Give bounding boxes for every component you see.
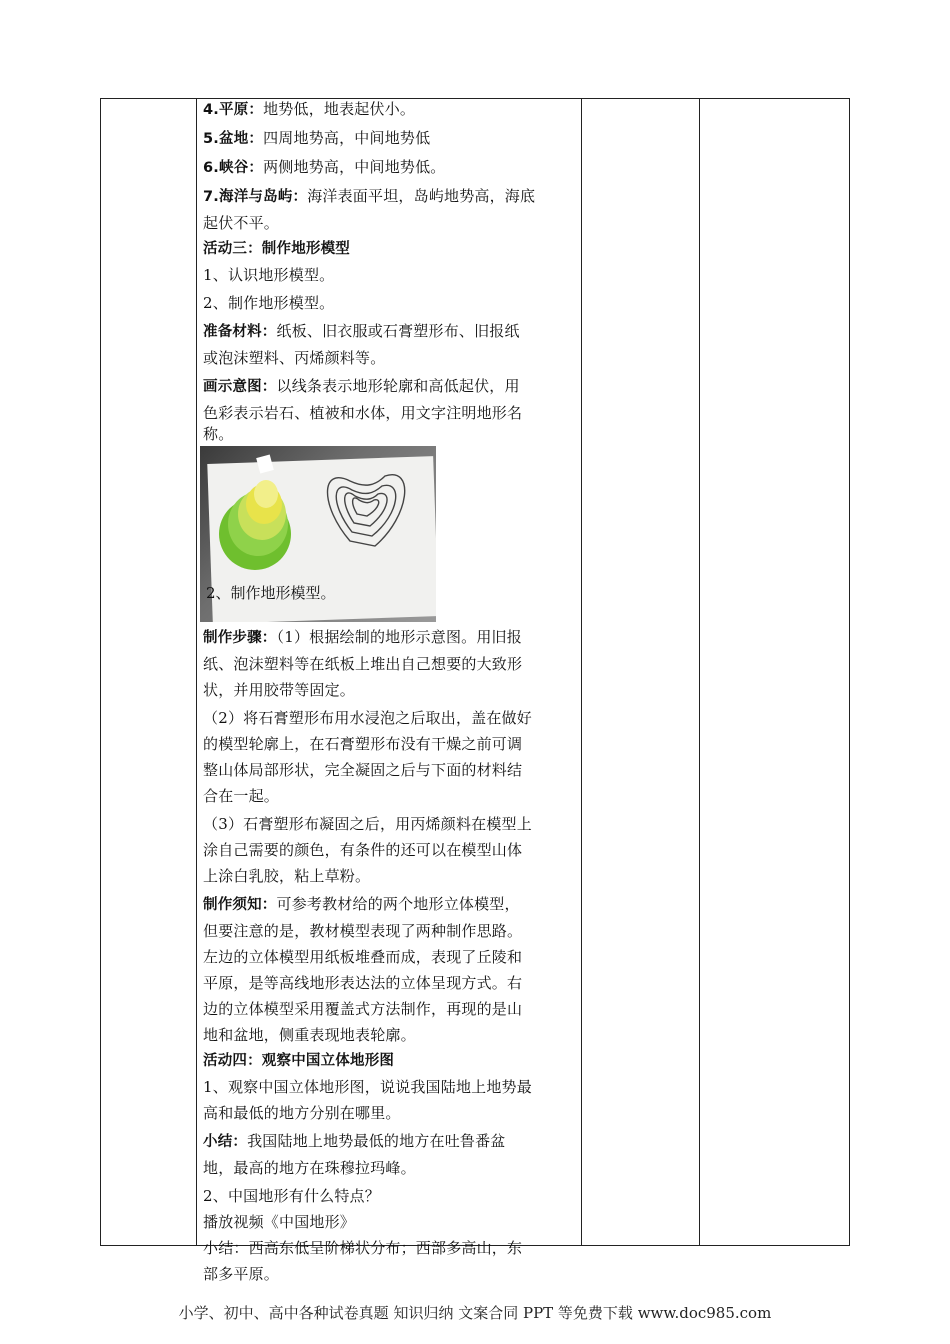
- text-line: 准备材料：纸板、旧衣服或石膏塑形布、旧报纸: [203, 322, 520, 340]
- text-line: 色彩表示岩石、植被和水体，用文字注明地形名: [203, 404, 523, 422]
- text-line: 播放视频《中国地形》: [203, 1213, 356, 1231]
- text-line: 纸、泡沫塑料等在纸板上堆出自己想要的大致形: [203, 655, 523, 673]
- text-line: 7.海洋与岛屿：海洋表面平坦，岛屿地势高，海底: [203, 187, 536, 205]
- text-line: 2、制作地形模型。: [203, 294, 335, 312]
- text-line: 部多平原。: [203, 1265, 280, 1283]
- text-line: 左边的立体模型用纸板堆叠而成，表现了丘陵和: [203, 948, 523, 966]
- lesson-content: [203, 99, 576, 1287]
- text-line: （2）将石膏塑形布用水浸泡之后取出，盖在做好: [203, 709, 532, 727]
- text-line: 1、认识地形模型。: [203, 266, 335, 284]
- activity4-title: 活动四：观察中国立体地形图: [203, 1053, 395, 1069]
- text-line: 高和最低的地方分别在哪里。: [203, 1104, 401, 1122]
- text-line: 6.峡谷：两侧地势高，中间地势低。: [203, 158, 446, 176]
- text-line: 称。: [203, 425, 234, 443]
- text-line: 起伏不平。: [203, 214, 280, 232]
- text-line: 的模型轮廓上，在石膏塑形布没有干燥之前可调: [203, 735, 523, 753]
- text-line: 但要注意的是，教材模型表现了两种制作思路。: [203, 922, 523, 940]
- text-line: 平原，是等高线地形表达法的立体呈现方式。右: [203, 974, 523, 992]
- photo-overlay-text: 2、制作地形模型。: [206, 584, 336, 602]
- text-line: 边的立体模型采用覆盖式方法制作，再现的是山: [203, 1000, 523, 1018]
- text-line: 整山体局部形状，完全凝固之后与下面的材料结: [203, 761, 523, 779]
- text-line: 合在一起。: [203, 787, 280, 805]
- text-line: 或泡沫塑料、丙烯颜料等。: [203, 349, 386, 367]
- text-line: 画示意图：以线条表示地形轮廓和高低起伏，用: [203, 377, 520, 395]
- text-line: 状，并用胶带等固定。: [203, 681, 356, 699]
- text-line: 1、观察中国立体地形图，说说我国陆地上地势最: [203, 1078, 532, 1096]
- text-line: 小结：西高东低呈阶梯状分布；西部多高山，东: [203, 1239, 523, 1257]
- text-line: 制作须知：可参考教材给的两个地形立体模型，: [203, 895, 520, 913]
- text-line: 2、中国地形有什么特点？: [203, 1187, 380, 1205]
- text-line: （3）石膏塑形布凝固之后，用丙烯颜料在模型上: [203, 815, 532, 833]
- text-line: 5.盆地：四周地势高，中间地势低: [203, 129, 431, 147]
- column-divider: [699, 99, 700, 1245]
- lesson-table: [100, 98, 850, 1283]
- text-line: 4.平原：地势低，地表起伏小。: [203, 100, 416, 118]
- text-line: 上涂白乳胶，粘上草粉。: [203, 867, 371, 885]
- column-divider: [581, 99, 582, 1245]
- text-line: 地，最高的地方在珠穆拉玛峰。: [203, 1159, 416, 1177]
- column-divider: [196, 99, 197, 1245]
- activity3-title: 活动三：制作地形模型: [203, 241, 350, 257]
- terrain-model-photo: [200, 446, 436, 622]
- text-line: 小结：我国陆地上地势最低的地方在吐鲁番盆: [203, 1132, 506, 1150]
- text-line: 地和盆地，侧重表现地表轮廓。: [203, 1026, 416, 1044]
- text-line: 涂自己需要的颜色，有条件的还可以在模型山体: [203, 841, 523, 859]
- text-line: 制作步骤：（1）根据绘制的地形示意图。用旧报: [203, 628, 522, 646]
- page-footer: 小学、初中、高中各种试卷真题 知识归纳 文案合同 PPT 等免费下载 www.doc985.com: [178, 1304, 772, 1322]
